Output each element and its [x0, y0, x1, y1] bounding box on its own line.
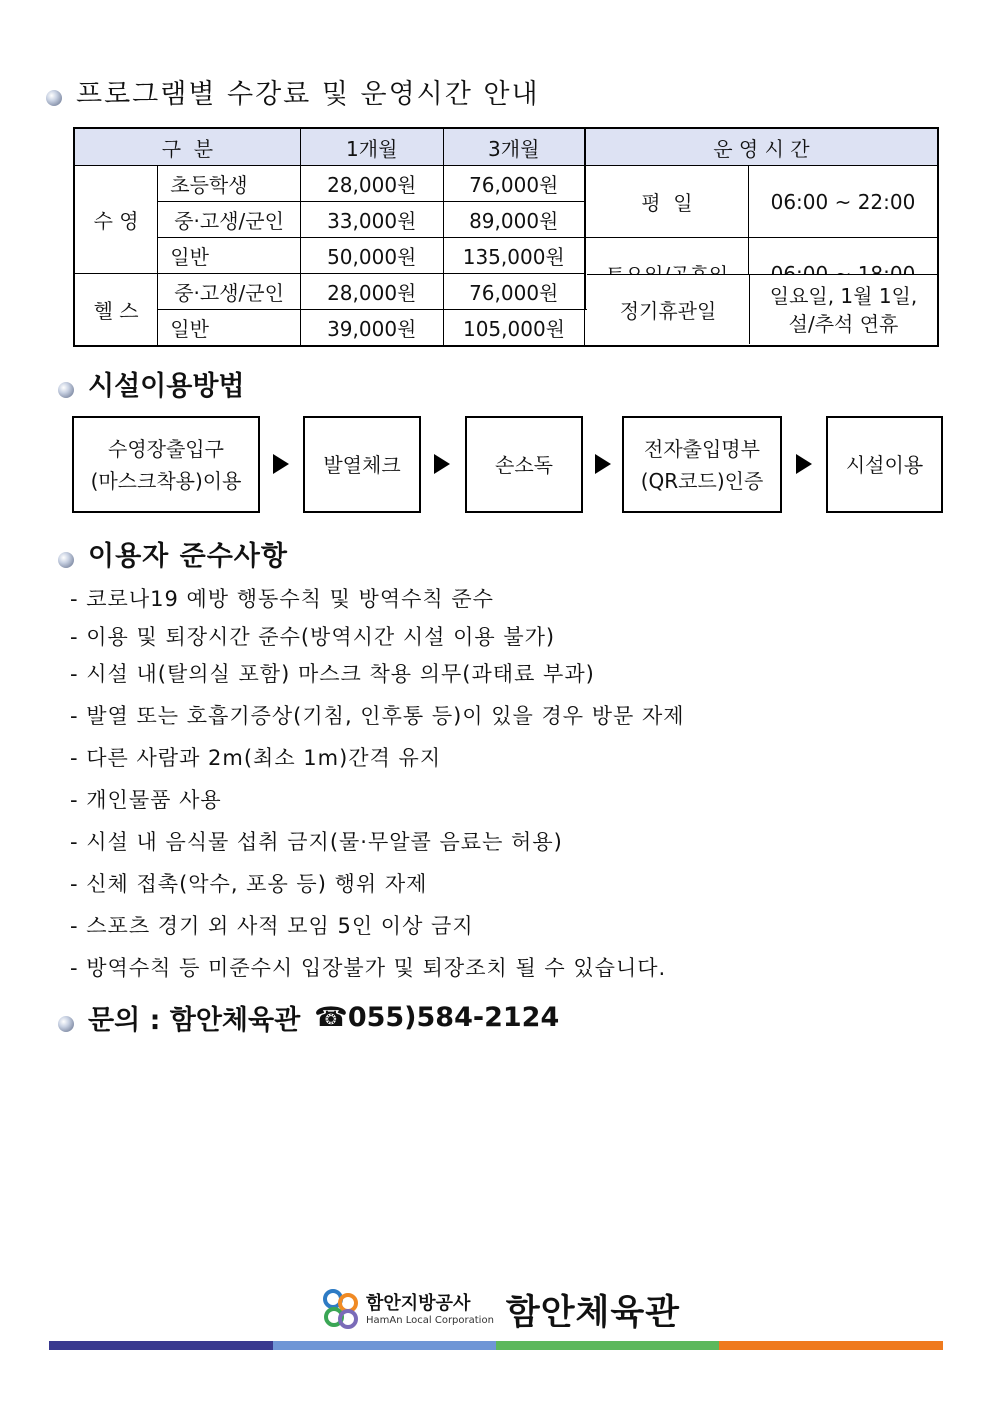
- fees-title-text: 프로그램별 수강료 및 운영시간 안내: [76, 79, 540, 110]
- phone-icon: ☎: [314, 1002, 348, 1033]
- price-one-month: 50,000원: [300, 238, 443, 274]
- rules-section-title: [58, 534, 288, 573]
- contact-line: [58, 998, 559, 1037]
- flow-step-line2: (마스크착용)이용: [90, 468, 242, 493]
- corp-name-en: HamAn Local Corporation: [366, 1315, 494, 1326]
- header-category: 구 분: [74, 128, 300, 166]
- arrow-right-icon: [273, 454, 289, 474]
- rule-item: - 발열 또는 호흡기증상(기침, 인후통 등)이 있을 경우 방문 자제: [70, 704, 685, 728]
- price-one-month: 28,000원: [300, 166, 443, 202]
- rule-item: - 방역수칙 등 미준수시 입장불가 및 퇴장조치 될 수 있습니다.: [70, 956, 667, 980]
- flow-step-fever-check: [303, 416, 421, 513]
- arrow-right-icon: [434, 454, 450, 474]
- flow-step-hand-sanitize: [465, 416, 583, 513]
- row-label: 중·고생/군인: [158, 274, 301, 310]
- corp-name: 함안지방공사: [366, 1293, 471, 1314]
- rule-item: - 스포츠 경기 외 사적 모임 5인 이상 금지: [70, 914, 474, 938]
- usage-title-text: 시설이용방법: [88, 371, 245, 402]
- closure-day: 정기휴관일: [587, 274, 750, 344]
- footer-bar-segment: [49, 1341, 273, 1350]
- group-health: 헬 스: [74, 274, 158, 347]
- flow-step-facility-use: [826, 416, 943, 513]
- price-one-month: 39,000원: [300, 310, 443, 347]
- closure-time: [750, 274, 937, 344]
- row-label: 초등학생: [158, 166, 301, 202]
- flow-step-line2: (QR코드)인증: [640, 468, 764, 493]
- flow-step-line1: 전자출입명부: [644, 436, 760, 461]
- arrow-right-icon: [595, 454, 611, 474]
- closure-time-line1: 일요일, 1월 1일,: [769, 283, 918, 308]
- price-three-month: 135,000원: [443, 238, 585, 274]
- footer-logo: [320, 1285, 680, 1335]
- header-hours: 운 영 시 간: [585, 128, 938, 166]
- flow-step-line1: 발열체크: [323, 452, 401, 477]
- flow-step-line1: 시설이용: [845, 452, 924, 477]
- group-swim: 수 영: [74, 166, 158, 274]
- facility-name: 함안체육관: [505, 1293, 680, 1333]
- footer-bar-segment: [273, 1341, 496, 1350]
- bullet-icon: [46, 90, 62, 106]
- price-three-month: 76,000원: [443, 166, 585, 202]
- footer-bar-segment: [719, 1341, 943, 1350]
- row-label: 중·고생/군인: [158, 202, 301, 238]
- rule-item: - 개인물품 사용: [70, 788, 222, 812]
- price-three-month: 105,000원: [443, 310, 585, 347]
- header-one-month: 1개월: [300, 128, 443, 166]
- price-three-month: 76,000원: [443, 274, 585, 310]
- rule-item: - 코로나19 예방 행동수칙 및 방역수칙 준수: [70, 587, 494, 611]
- row-label: 일반: [158, 238, 301, 274]
- row-label: 일반: [158, 310, 301, 347]
- schedule-day: 평 일: [585, 166, 749, 238]
- contact-label: 문의 : 함안체육관: [88, 1005, 301, 1036]
- rule-item: - 신체 접촉(악수, 포옹 등) 행위 자제: [70, 872, 428, 896]
- bullet-icon: [58, 552, 74, 568]
- price-three-month: 89,000원: [443, 202, 585, 238]
- schedule-time: 06:00 ~ 22:00: [748, 166, 938, 238]
- closure-time-line2: 설/추석 연휴: [788, 311, 899, 336]
- rule-item: - 이용 및 퇴장시간 준수(방역시간 시설 이용 불가): [70, 625, 556, 649]
- contact-phone: 055)584-2124: [347, 1002, 560, 1033]
- arrow-right-icon: [796, 454, 812, 474]
- usage-section-title: [58, 364, 245, 403]
- rule-item: - 다른 사람과 2m(최소 1m)간격 유지: [70, 746, 442, 770]
- fees-section-title: [46, 72, 540, 111]
- corporation-logo-icon: [320, 1289, 362, 1331]
- bullet-icon: [58, 1016, 74, 1032]
- price-one-month: 28,000원: [300, 274, 443, 310]
- flow-step-line1: 수영장출입구: [108, 436, 224, 461]
- flow-step-line1: 손소독: [495, 452, 553, 477]
- rule-item: - 시설 내 음식물 섭취 금지(물·무알콜 음료는 허용): [70, 830, 563, 854]
- rules-title-text: 이용자 준수사항: [88, 541, 288, 572]
- price-one-month: 33,000원: [300, 202, 443, 238]
- header-three-month: 3개월: [443, 128, 585, 166]
- rule-item: - 시설 내(탈의실 포함) 마스크 착용 의무(과태료 부과): [70, 662, 595, 686]
- footer-bar-segment: [496, 1341, 719, 1350]
- bullet-icon: [58, 382, 74, 398]
- flow-step-entrance: [72, 416, 260, 513]
- flow-step-qr-auth: [622, 416, 782, 513]
